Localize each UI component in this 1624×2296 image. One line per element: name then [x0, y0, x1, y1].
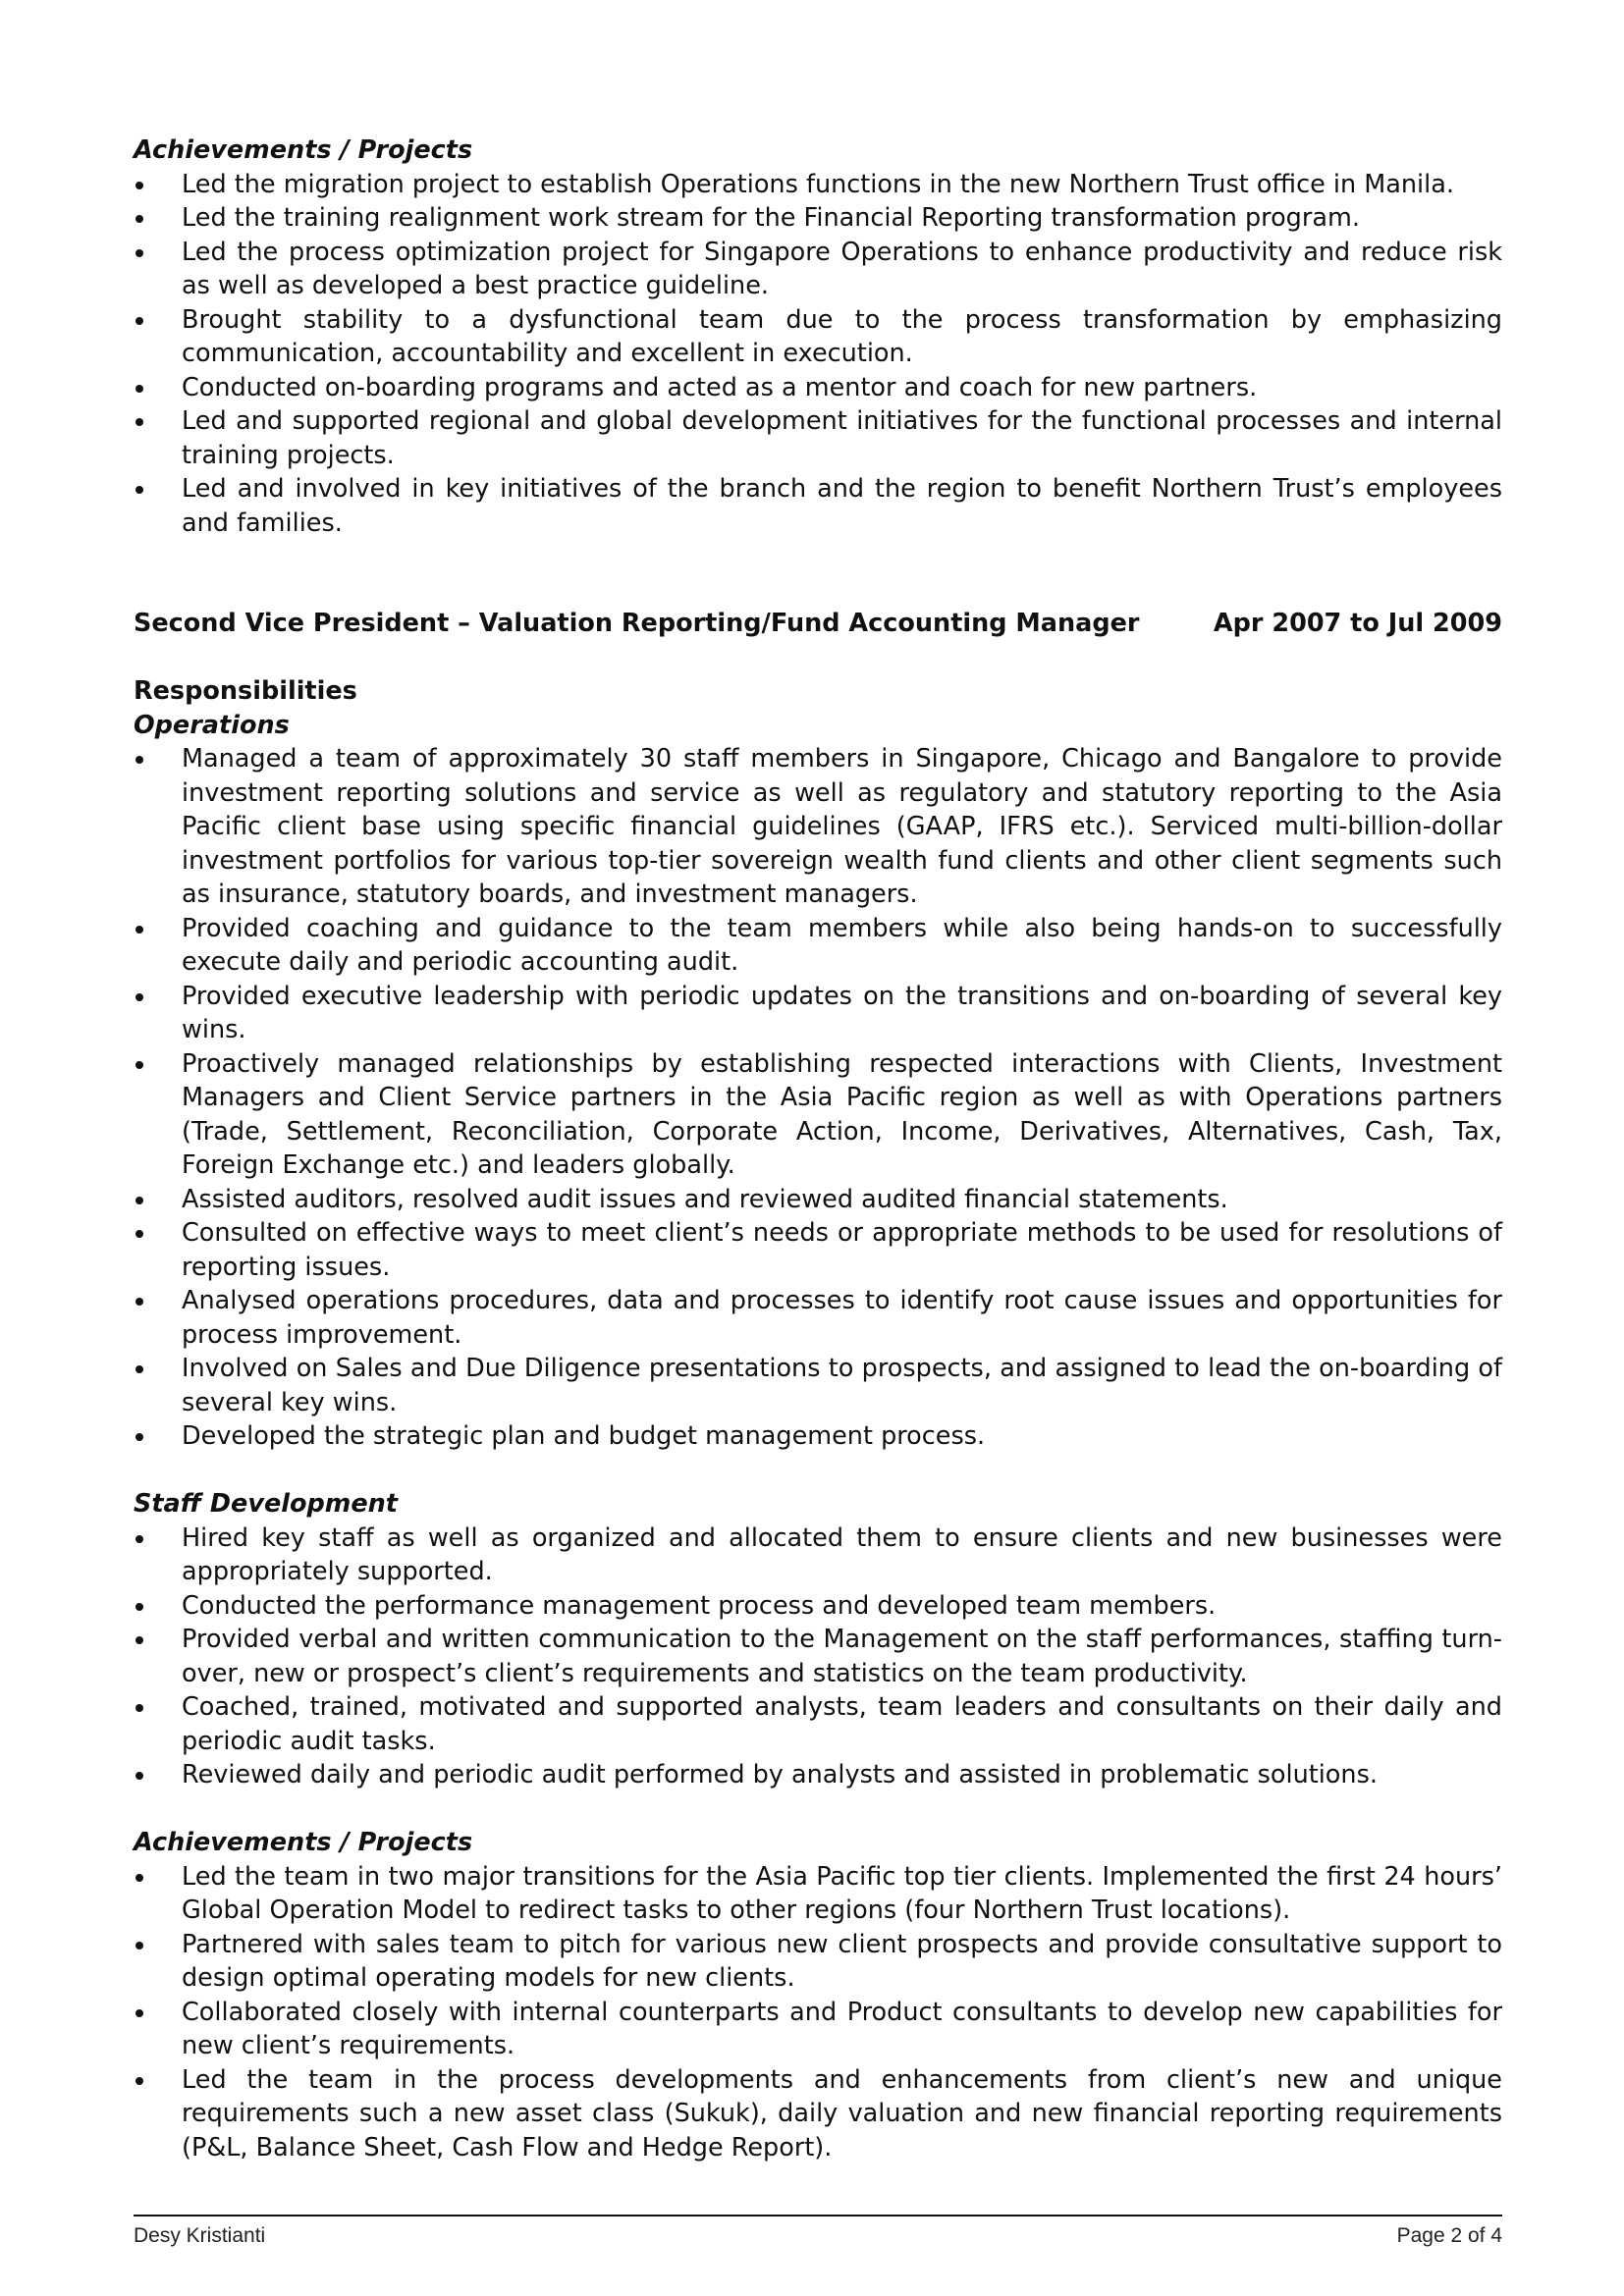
list-item: Developed the strategic plan and budget management process. [134, 1419, 1502, 1454]
list-item: Led and involved in key initiatives of the branch and the region to benefit Northern Trust’s employees and families. [134, 472, 1502, 540]
list-item: Led and supported regional and global development initiatives for the functional processes and internal training projects. [134, 404, 1502, 472]
list-item: Analysed operations procedures, data and processes to identify root cause issues and opportunities for process improvement. [134, 1284, 1502, 1352]
staff-development-list [134, 1522, 1502, 1792]
page-footer [134, 2215, 1502, 2248]
list-item: Led the training realignment work stream for the Financial Reporting transformation program. [134, 201, 1502, 236]
responsibilities-heading: Responsibilities [134, 676, 357, 706]
list-item: Provided executive leadership with periodic updates on the transitions and on-boarding of several key wins. [134, 980, 1502, 1047]
list-item: Reviewed daily and periodic audit performed by analysts and assisted in problematic solutions. [134, 1758, 1502, 1792]
list-item: Involved on Sales and Due Diligence presentations to prospects, and assigned to lead the on-boarding of several key wins. [134, 1352, 1502, 1419]
list-item: Coached, trained, motivated and supported analysts, team leaders and consultants on their daily and periodic audit tasks. [134, 1690, 1502, 1758]
list-item: Partnered with sales team to pitch for various new client prospects and provide consultative support to design optimal operating models for new clients. [134, 1928, 1502, 1996]
footer-page-number: Page 2 of 4 [1396, 2224, 1502, 2247]
staff-development-heading: Staff Development [134, 1489, 398, 1519]
operations-list [134, 742, 1502, 1454]
resume-page [134, 133, 1502, 2164]
list-item: Led the migration project to establish Operations functions in the new Northern Trust office in Manila. [134, 168, 1502, 202]
footer-author-name: Desy Kristianti [134, 2224, 266, 2247]
operations-heading: Operations [134, 710, 290, 740]
role-header [134, 607, 1502, 641]
list-item: Assisted auditors, resolved audit issues and reviewed audited financial statements. [134, 1183, 1502, 1217]
list-item: Managed a team of approximately 30 staff members in Singapore, Chicago and Bangalore to provide investment reporting solutions and service as well as regulatory and statutory reporting to the Asia Pacific client base using specific financial guidelines (GAAP, IFRS etc.). Serviced multi-billion-dollar investment portfolios for various top-tier sovereign wealth fund clients and other client segments such as insurance, statutory boards, and investment managers. [134, 742, 1502, 912]
list-item: Provided verbal and written communication to the Management on the staff performances, staffing turn-over, new or prospect’s client’s requirements and statistics on the team productivity. [134, 1623, 1502, 1690]
list-item: Proactively managed relationships by establishing respected interactions with Clients, Investment Managers and Client Service partners in the Asia Pacific region as well as with Operations partners (Trade, Settlement, Reconciliation, Corporate Action, Income, Derivatives, Alternatives, Cash, Tax, Foreign Exchange etc.) and leaders globally. [134, 1047, 1502, 1183]
achievements-heading-2: Achievements / Projects [134, 1828, 473, 1857]
list-item: Brought stability to a dysfunctional team due to the process transformation by emphasizing communication, accountability and excellent in execution. [134, 303, 1502, 371]
list-item: Consulted on effective ways to meet client’s needs or appropriate methods to be used for resolutions of reporting issues. [134, 1216, 1502, 1284]
achievements-list-2 [134, 1860, 1502, 2165]
list-item: Led the process optimization project for Singapore Operations to enhance productivity and reduce risk as well as developed a best practice guideline. [134, 236, 1502, 303]
role-dates: Apr 2007 to Jul 2009 [1213, 609, 1502, 638]
list-item: Collaborated closely with internal counterparts and Product consultants to develop new capabilities for new client’s requirements. [134, 1996, 1502, 2063]
list-item: Led the team in the process developments and enhancements from client’s new and unique requirements such a new asset class (Sukuk), daily valuation and new financial reporting requirements (P&L, Balance Sheet, Cash Flow and Hedge Report). [134, 2063, 1502, 2165]
list-item: Provided coaching and guidance to the team members while also being hands-on to successfully execute daily and periodic accounting audit. [134, 912, 1502, 980]
achievements-list-1 [134, 168, 1502, 541]
achievements-heading-1: Achievements / Projects [134, 135, 473, 165]
list-item: Hired key staff as well as organized and allocated them to ensure clients and new businesses were appropriately supported. [134, 1522, 1502, 1589]
list-item: Conducted on-boarding programs and acted as a mentor and coach for new partners. [134, 371, 1502, 405]
list-item: Led the team in two major transitions for the Asia Pacific top tier clients. Implemented the first 24 hours’ Global Operation Model to redirect tasks to other regions (four Northern Trust locations). [134, 1860, 1502, 1928]
list-item: Conducted the performance management process and developed team members. [134, 1589, 1502, 1624]
role-title: Second Vice President – Valuation Reporting/Fund Accounting Manager [134, 609, 1140, 638]
